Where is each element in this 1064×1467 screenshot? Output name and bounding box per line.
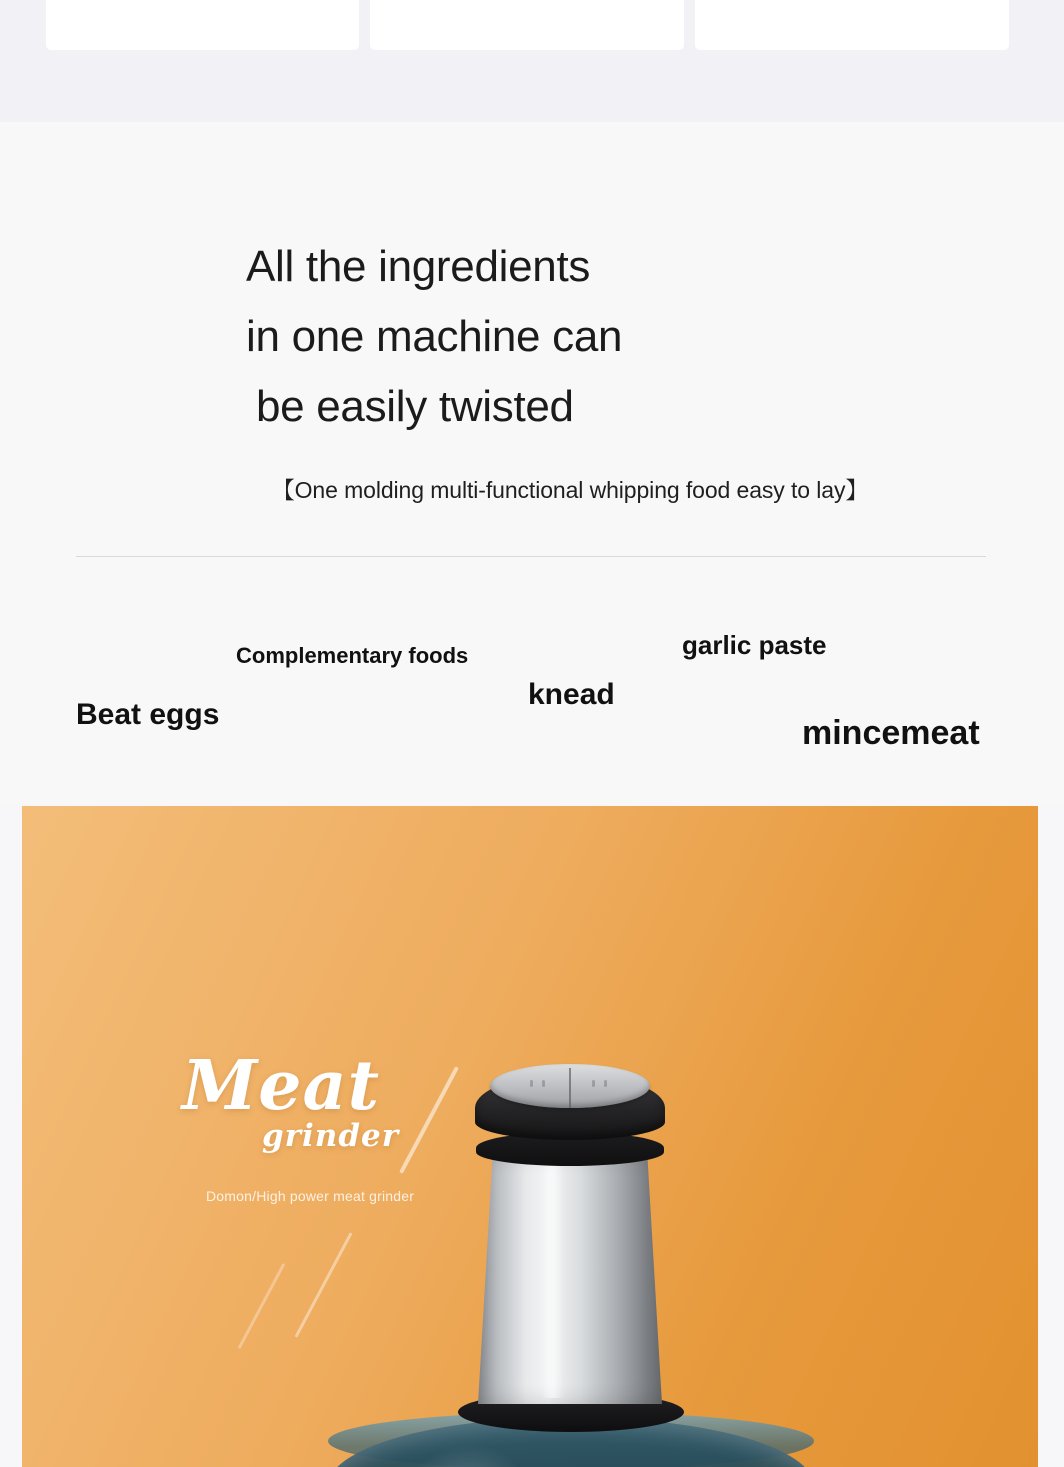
headline-line-2: in one machine can [246, 312, 623, 361]
hero-brand-subtitle: grinder [262, 1118, 400, 1154]
grinder-body-sheen [542, 1158, 564, 1398]
keyword-complementary-foods: Complementary foods [236, 643, 469, 668]
decorative-slash-3 [238, 1263, 286, 1349]
grinder-steel-body [478, 1154, 662, 1404]
keyword-garlic-paste: garlic paste [682, 630, 827, 660]
hero-brand-description: Domon/High power meat grinder [206, 1188, 415, 1204]
hero-brand-title: Meat [182, 1046, 381, 1126]
page-title [246, 232, 946, 442]
feature-card-1[interactable] [46, 0, 359, 50]
headline-line-1: All the ingredients [246, 242, 591, 291]
keyword-beat-eggs: Beat eggs [76, 698, 220, 731]
top-card-strip [0, 0, 1064, 122]
hero-inner [22, 806, 1038, 1467]
product-hero-image [22, 806, 1038, 1467]
section-divider [76, 556, 986, 557]
feature-card-2[interactable] [370, 0, 684, 50]
meat-grinder-illustration [280, 1074, 780, 1467]
headline-subtitle: 【One molding multi-functional whipping food easy to lay】 [271, 477, 869, 503]
headline-line-3: be easily twisted [256, 382, 574, 431]
headline-section [0, 122, 1064, 804]
card-row [46, 0, 1018, 50]
feature-card-3[interactable] [695, 0, 1009, 50]
keyword-knead: knead [528, 678, 615, 711]
keyword-mincemeat: mincemeat [802, 714, 980, 752]
grinder-lid-vents [526, 1080, 614, 1090]
